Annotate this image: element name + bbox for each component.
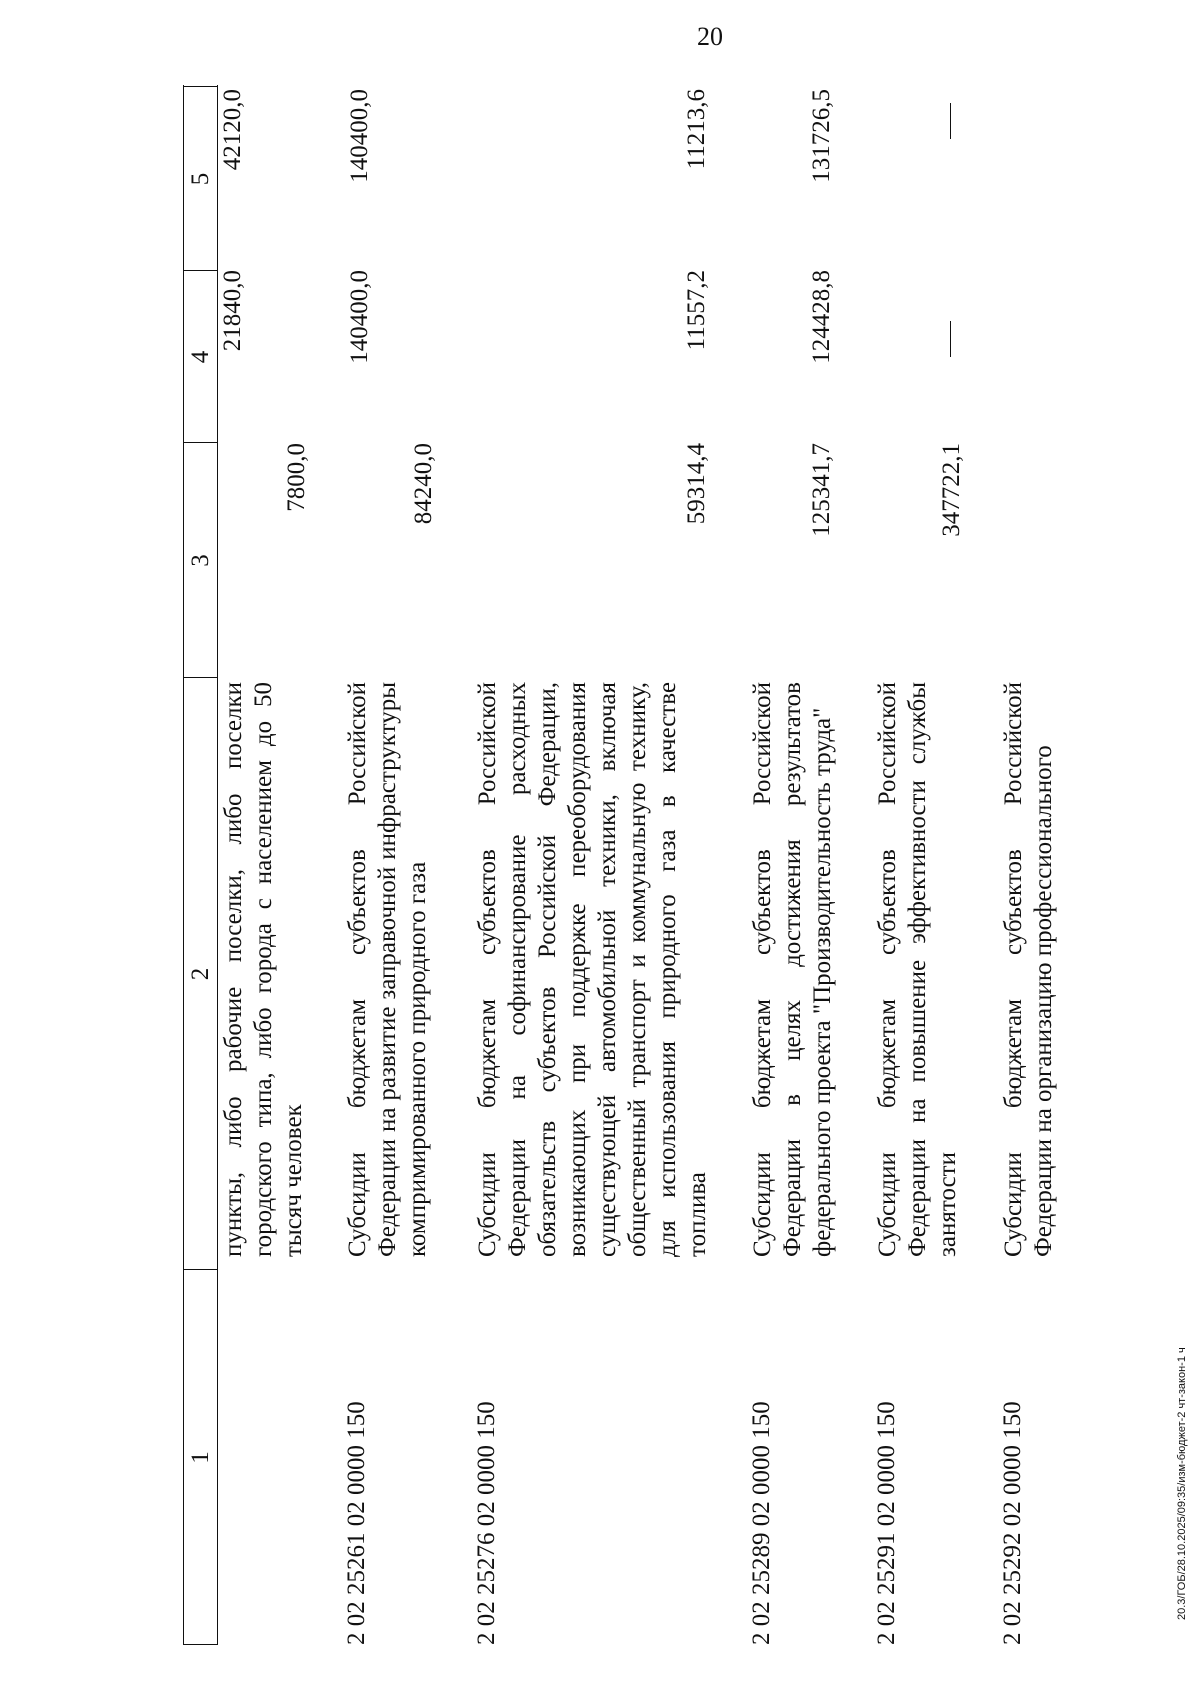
footer-document-code: 20.3/ГОБ/28.10.2025/09:35/изм-бюджет-2 чт-закон-1 ч (1176, 1347, 1188, 1620)
table-row-description: Субсидии бюджетам субъектов Российской Федерации на развитие заправочной инфраструктуры компримированного природного газа (344, 682, 431, 1257)
table-row-code: 2 02 25261 02 0000 150 (343, 1401, 370, 1645)
table-row-description: Субсидии бюджетам субъектов Российской Федерации на повышение эффективности службы занятости (874, 682, 961, 1257)
page-number: 20 (697, 22, 723, 51)
table-row-col5: 131726,5 (808, 89, 835, 183)
rotated-budget-table (183, 85, 1083, 1645)
table-row-col3: 59314,4 (683, 443, 710, 525)
header-col-3: 3 (187, 554, 214, 567)
table-row-col5-dash (950, 103, 951, 139)
header-col-5: 5 (187, 172, 214, 186)
table-row-code: 2 02 25292 02 0000 150 (999, 1401, 1026, 1645)
table-row-col4: 21840,0 (219, 270, 246, 352)
table-row-col3: 347722,1 (938, 443, 965, 537)
table-row-col5: 42120,0 (219, 89, 246, 171)
table-row-col3: 84240,0 (410, 443, 437, 525)
table-row-description: Субсидии бюджетам субъектов Российской Федерации в целях достижения результатов федерального проекта "Производительность труда" (749, 682, 836, 1257)
table-row-code: 2 02 25276 02 0000 150 (473, 1401, 500, 1645)
table-row-col5: 11213,6 (683, 89, 710, 170)
table-row-col4: 124428,8 (808, 270, 835, 364)
table-row-description: Субсидии бюджетам субъектов Российской Федерации на организацию профессионального (1000, 682, 1057, 1257)
header-col-2: 2 (187, 967, 214, 981)
table-row-description: пункты, либо рабочие поселки, либо поселки городского типа, либо города с населением до 50 тысяч человек (220, 682, 307, 1257)
table-row-col4: 140400,0 (346, 270, 373, 364)
table-row-col3: 7800,0 (283, 443, 310, 512)
header-col-4: 4 (187, 350, 214, 364)
table-row-code: 2 02 25289 02 0000 150 (748, 1401, 775, 1645)
table-row-col4-dash (950, 321, 951, 357)
table-row-code: 2 02 25291 02 0000 150 (873, 1401, 900, 1645)
table-row-description: Субсидии бюджетам субъектов Российской Федерации на софинансирование расходных обязательств субъектов Российской Федерации, возникающих при поддержке переоборудования существующей автомобильной техники, включая общественный транспорт и коммунальную технику, для использования природного газа в качестве топлива (474, 682, 711, 1257)
table-row-col4: 11557,2 (683, 270, 710, 351)
table-row-col5: 140400,0 (346, 89, 373, 183)
table-row-col3: 125341,7 (808, 443, 835, 537)
header-col-1: 1 (187, 1451, 214, 1464)
